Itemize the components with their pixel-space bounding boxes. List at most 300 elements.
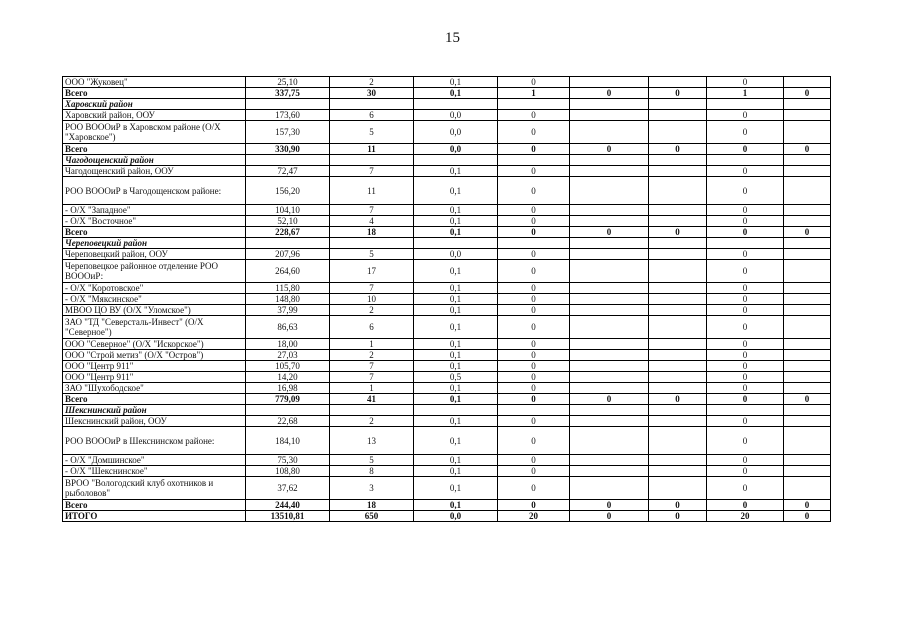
density-cell: 0,1: [414, 466, 498, 477]
area-cell: [246, 238, 330, 249]
col7-cell: [649, 110, 707, 121]
col5-cell: 0: [498, 383, 570, 394]
col5-cell: 0: [498, 500, 570, 511]
page-number: 15: [445, 30, 460, 46]
col7-cell: [649, 339, 707, 350]
col6-cell: [570, 339, 649, 350]
name-cell: Всего: [63, 88, 246, 99]
area-cell: 37,99: [246, 305, 330, 316]
count-cell: [330, 99, 414, 110]
col9-cell: [784, 238, 831, 249]
table-row: [63, 121, 831, 144]
count-cell: 2: [330, 305, 414, 316]
total-row: [63, 511, 831, 522]
count-cell: 1: [330, 383, 414, 394]
col7-cell: 0: [649, 394, 707, 405]
density-cell: 0,1: [414, 77, 498, 88]
table-row: [63, 361, 831, 372]
count-cell: 6: [330, 316, 414, 339]
col8-cell: 0: [707, 166, 784, 177]
density-cell: 0,1: [414, 316, 498, 339]
name-cell: Всего: [63, 227, 246, 238]
col6-cell: [570, 155, 649, 166]
area-cell: 104,10: [246, 205, 330, 216]
col9-cell: [784, 249, 831, 260]
table-body: [63, 77, 831, 522]
table-row: [63, 350, 831, 361]
col9-cell: [784, 283, 831, 294]
col8-cell: [707, 155, 784, 166]
table-row: [63, 110, 831, 121]
col5-cell: 0: [498, 110, 570, 121]
col7-cell: [649, 466, 707, 477]
col6-cell: [570, 177, 649, 205]
count-cell: 6: [330, 110, 414, 121]
area-cell: 148,80: [246, 294, 330, 305]
count-cell: 8: [330, 466, 414, 477]
col8-cell: 0: [707, 416, 784, 427]
col9-cell: [784, 205, 831, 216]
area-cell: 184,10: [246, 427, 330, 455]
count-cell: [330, 238, 414, 249]
total-row: [63, 144, 831, 155]
table-row: [63, 305, 831, 316]
col6-cell: [570, 466, 649, 477]
col8-cell: 0: [707, 394, 784, 405]
col7-cell: [649, 350, 707, 361]
col6-cell: [570, 99, 649, 110]
col7-cell: [649, 155, 707, 166]
col5-cell: 0: [498, 361, 570, 372]
col8-cell: 0: [707, 144, 784, 155]
density-cell: 0,0: [414, 511, 498, 522]
name-cell: РОО ВОООиР в Шекснинском районе:: [63, 427, 246, 455]
total-row: [63, 88, 831, 99]
col7-cell: [649, 316, 707, 339]
col5-cell: 0: [498, 77, 570, 88]
col9-cell: [784, 121, 831, 144]
col5-cell: 0: [498, 249, 570, 260]
count-cell: [330, 155, 414, 166]
table-row: [63, 216, 831, 227]
density-cell: 0,1: [414, 205, 498, 216]
col9-cell: [784, 260, 831, 283]
area-cell: 72,47: [246, 166, 330, 177]
col6-cell: 0: [570, 227, 649, 238]
density-cell: 0,1: [414, 383, 498, 394]
col8-cell: 0: [707, 260, 784, 283]
name-cell: ВРОО "Вологодский клуб охотников и рыболовов": [63, 477, 246, 500]
col8-cell: 0: [707, 350, 784, 361]
area-cell: 25,10: [246, 77, 330, 88]
col9-cell: [784, 455, 831, 466]
col6-cell: [570, 260, 649, 283]
col9-cell: [784, 294, 831, 305]
name-cell: Шекснинский район: [63, 405, 246, 416]
col7-cell: [649, 99, 707, 110]
density-cell: 0,0: [414, 249, 498, 260]
name-cell: ООО "Северное" (О/Х "Искорское"): [63, 339, 246, 350]
count-cell: 5: [330, 121, 414, 144]
col8-cell: 0: [707, 361, 784, 372]
col8-cell: 0: [707, 305, 784, 316]
table-row: [63, 427, 831, 455]
col5-cell: 0: [498, 166, 570, 177]
section-row: [63, 99, 831, 110]
col6-cell: [570, 294, 649, 305]
col7-cell: [649, 361, 707, 372]
col5-cell: 0: [498, 294, 570, 305]
area-cell: 75,30: [246, 455, 330, 466]
col6-cell: [570, 77, 649, 88]
count-cell: 7: [330, 283, 414, 294]
density-cell: 0,0: [414, 121, 498, 144]
col9-cell: [784, 216, 831, 227]
col6-cell: [570, 455, 649, 466]
name-cell: Череповецкий район: [63, 238, 246, 249]
name-cell: Череповецкое районное отделение РОО ВОООиР:: [63, 260, 246, 283]
name-cell: - О/Х "Западное": [63, 205, 246, 216]
density-cell: 0,1: [414, 500, 498, 511]
density-cell: 0,1: [414, 294, 498, 305]
section-row: [63, 155, 831, 166]
col8-cell: 0: [707, 455, 784, 466]
area-cell: 264,60: [246, 260, 330, 283]
density-cell: [414, 99, 498, 110]
col5-cell: 0: [498, 455, 570, 466]
table-row: [63, 249, 831, 260]
col7-cell: [649, 238, 707, 249]
name-cell: ООО "Жуковец": [63, 77, 246, 88]
col8-cell: 20: [707, 511, 784, 522]
col6-cell: 0: [570, 500, 649, 511]
col5-cell: 0: [498, 466, 570, 477]
col7-cell: [649, 216, 707, 227]
col5-cell: [498, 99, 570, 110]
col5-cell: 0: [498, 305, 570, 316]
col7-cell: [649, 383, 707, 394]
count-cell: 10: [330, 294, 414, 305]
col5-cell: 0: [498, 316, 570, 339]
count-cell: 650: [330, 511, 414, 522]
col9-cell: [784, 339, 831, 350]
name-cell: Харовский район, ООУ: [63, 110, 246, 121]
density-cell: 0,1: [414, 216, 498, 227]
count-cell: 11: [330, 144, 414, 155]
col5-cell: 0: [498, 416, 570, 427]
col9-cell: [784, 466, 831, 477]
area-cell: [246, 155, 330, 166]
area-cell: 16,98: [246, 383, 330, 394]
density-cell: 0,5: [414, 372, 498, 383]
name-cell: - О/Х "Восточное": [63, 216, 246, 227]
col7-cell: [649, 205, 707, 216]
col9-cell: [784, 99, 831, 110]
col7-cell: 0: [649, 88, 707, 99]
col5-cell: 0: [498, 477, 570, 500]
col7-cell: 0: [649, 511, 707, 522]
col6-cell: [570, 350, 649, 361]
area-cell: 228,67: [246, 227, 330, 238]
name-cell: ООО "Строй метиз" (О/Х "Остров"): [63, 350, 246, 361]
table-row: [63, 383, 831, 394]
table-row: [63, 416, 831, 427]
name-cell: ЗАО "ТД "Северсталь-Инвест" (О/Х "Северное"): [63, 316, 246, 339]
col9-cell: 0: [784, 511, 831, 522]
count-cell: 5: [330, 249, 414, 260]
col5-cell: 1: [498, 88, 570, 99]
total-row: [63, 227, 831, 238]
name-cell: ЗАО "Шухободское": [63, 383, 246, 394]
table-row: [63, 316, 831, 339]
total-row: [63, 394, 831, 405]
col8-cell: 0: [707, 77, 784, 88]
col8-cell: 0: [707, 383, 784, 394]
col5-cell: 20: [498, 511, 570, 522]
density-cell: 0,0: [414, 110, 498, 121]
name-cell: МВОО ЦО ВУ (О/Х "Уломское"): [63, 305, 246, 316]
col5-cell: 0: [498, 339, 570, 350]
name-cell: Всего: [63, 144, 246, 155]
col7-cell: [649, 77, 707, 88]
count-cell: 7: [330, 372, 414, 383]
col9-cell: [784, 416, 831, 427]
col6-cell: [570, 166, 649, 177]
col8-cell: 1: [707, 88, 784, 99]
col7-cell: [649, 294, 707, 305]
count-cell: 13: [330, 427, 414, 455]
col8-cell: 0: [707, 294, 784, 305]
col6-cell: 0: [570, 394, 649, 405]
col6-cell: [570, 427, 649, 455]
area-cell: 337,75: [246, 88, 330, 99]
col6-cell: [570, 205, 649, 216]
area-cell: 18,00: [246, 339, 330, 350]
col7-cell: [649, 166, 707, 177]
col8-cell: 0: [707, 121, 784, 144]
col5-cell: 0: [498, 283, 570, 294]
count-cell: [330, 405, 414, 416]
name-cell: Шекснинский район, ООУ: [63, 416, 246, 427]
col9-cell: [784, 361, 831, 372]
col9-cell: [784, 110, 831, 121]
area-cell: 86,63: [246, 316, 330, 339]
name-cell: Череповецкий район, ООУ: [63, 249, 246, 260]
density-cell: 0,1: [414, 416, 498, 427]
col6-cell: [570, 416, 649, 427]
col7-cell: [649, 477, 707, 500]
data-table: [62, 76, 831, 522]
col5-cell: 0: [498, 205, 570, 216]
col8-cell: 0: [707, 227, 784, 238]
name-cell: Всего: [63, 394, 246, 405]
col9-cell: 0: [784, 500, 831, 511]
table-row: [63, 477, 831, 500]
area-cell: 37,62: [246, 477, 330, 500]
col6-cell: [570, 238, 649, 249]
area-cell: 52,10: [246, 216, 330, 227]
name-cell: Харовский район: [63, 99, 246, 110]
col6-cell: [570, 216, 649, 227]
count-cell: 3: [330, 477, 414, 500]
density-cell: 0,1: [414, 227, 498, 238]
density-cell: [414, 238, 498, 249]
area-cell: 14,20: [246, 372, 330, 383]
col8-cell: 0: [707, 177, 784, 205]
col6-cell: 0: [570, 511, 649, 522]
col6-cell: [570, 405, 649, 416]
col7-cell: [649, 427, 707, 455]
density-cell: [414, 405, 498, 416]
col9-cell: [784, 372, 831, 383]
col8-cell: 0: [707, 500, 784, 511]
col6-cell: [570, 361, 649, 372]
name-cell: Чагодощенский район: [63, 155, 246, 166]
area-cell: 105,70: [246, 361, 330, 372]
col8-cell: 0: [707, 427, 784, 455]
col5-cell: 0: [498, 144, 570, 155]
col7-cell: 0: [649, 144, 707, 155]
col8-cell: 0: [707, 283, 784, 294]
name-cell: - О/Х "Мяксинское": [63, 294, 246, 305]
table-row: [63, 166, 831, 177]
col9-cell: 0: [784, 144, 831, 155]
col6-cell: 0: [570, 144, 649, 155]
count-cell: 1: [330, 339, 414, 350]
col5-cell: 0: [498, 427, 570, 455]
name-cell: Всего: [63, 500, 246, 511]
count-cell: 5: [330, 455, 414, 466]
col7-cell: [649, 416, 707, 427]
col8-cell: [707, 99, 784, 110]
table-row: [63, 466, 831, 477]
area-cell: 115,80: [246, 283, 330, 294]
count-cell: 17: [330, 260, 414, 283]
density-cell: 0,1: [414, 350, 498, 361]
col8-cell: [707, 238, 784, 249]
col6-cell: [570, 477, 649, 500]
count-cell: 7: [330, 361, 414, 372]
col6-cell: [570, 283, 649, 294]
col9-cell: [784, 350, 831, 361]
table-row: [63, 283, 831, 294]
count-cell: 41: [330, 394, 414, 405]
col9-cell: [784, 383, 831, 394]
col5-cell: 0: [498, 216, 570, 227]
col8-cell: 0: [707, 477, 784, 500]
table-row: [63, 260, 831, 283]
count-cell: 18: [330, 500, 414, 511]
area-cell: 330,90: [246, 144, 330, 155]
table-row: [63, 372, 831, 383]
col9-cell: [784, 427, 831, 455]
name-cell: ООО "Центр 911": [63, 372, 246, 383]
density-cell: 0,1: [414, 305, 498, 316]
col9-cell: [784, 305, 831, 316]
area-cell: [246, 405, 330, 416]
density-cell: [414, 155, 498, 166]
col5-cell: [498, 238, 570, 249]
count-cell: 2: [330, 350, 414, 361]
density-cell: 0,1: [414, 477, 498, 500]
section-row: [63, 238, 831, 249]
table-row: [63, 294, 831, 305]
col6-cell: [570, 372, 649, 383]
col5-cell: [498, 155, 570, 166]
col8-cell: 0: [707, 205, 784, 216]
col9-cell: 0: [784, 227, 831, 238]
count-cell: 18: [330, 227, 414, 238]
col7-cell: [649, 260, 707, 283]
col6-cell: [570, 110, 649, 121]
col9-cell: [784, 405, 831, 416]
area-cell: 157,30: [246, 121, 330, 144]
area-cell: 22,68: [246, 416, 330, 427]
col7-cell: 0: [649, 500, 707, 511]
count-cell: 4: [330, 216, 414, 227]
col8-cell: 0: [707, 339, 784, 350]
col5-cell: [498, 405, 570, 416]
density-cell: 0,1: [414, 339, 498, 350]
col6-cell: 0: [570, 88, 649, 99]
col9-cell: [784, 155, 831, 166]
col6-cell: [570, 305, 649, 316]
col5-cell: 0: [498, 227, 570, 238]
col8-cell: 0: [707, 316, 784, 339]
density-cell: 0,1: [414, 166, 498, 177]
col9-cell: [784, 316, 831, 339]
col8-cell: [707, 405, 784, 416]
table-row: [63, 205, 831, 216]
col7-cell: [649, 283, 707, 294]
name-cell: РОО ВОООиР в Харовском районе (О/Х "Харовское"): [63, 121, 246, 144]
col9-cell: [784, 177, 831, 205]
col7-cell: [649, 405, 707, 416]
name-cell: - О/Х "Коротовское": [63, 283, 246, 294]
name-cell: - О/Х "Шекснинское": [63, 466, 246, 477]
col9-cell: [784, 166, 831, 177]
col5-cell: 0: [498, 260, 570, 283]
col7-cell: [649, 121, 707, 144]
col9-cell: 0: [784, 394, 831, 405]
col8-cell: 0: [707, 110, 784, 121]
density-cell: 0,1: [414, 427, 498, 455]
area-cell: 108,80: [246, 466, 330, 477]
count-cell: 7: [330, 205, 414, 216]
col8-cell: 0: [707, 216, 784, 227]
name-cell: - О/Х "Домшинское": [63, 455, 246, 466]
name-cell: РОО ВОООиР в Чагодощенском районе:: [63, 177, 246, 205]
area-cell: 779,09: [246, 394, 330, 405]
col7-cell: [649, 455, 707, 466]
area-cell: 173,60: [246, 110, 330, 121]
density-cell: 0,1: [414, 361, 498, 372]
col7-cell: 0: [649, 227, 707, 238]
col8-cell: 0: [707, 249, 784, 260]
count-cell: 30: [330, 88, 414, 99]
col6-cell: [570, 316, 649, 339]
col9-cell: [784, 77, 831, 88]
count-cell: 2: [330, 416, 414, 427]
col9-cell: 0: [784, 88, 831, 99]
area-cell: 156,20: [246, 177, 330, 205]
col6-cell: [570, 121, 649, 144]
area-cell: 13510,81: [246, 511, 330, 522]
table-row: [63, 339, 831, 350]
density-cell: 0,1: [414, 260, 498, 283]
count-cell: 2: [330, 77, 414, 88]
area-cell: 207,96: [246, 249, 330, 260]
